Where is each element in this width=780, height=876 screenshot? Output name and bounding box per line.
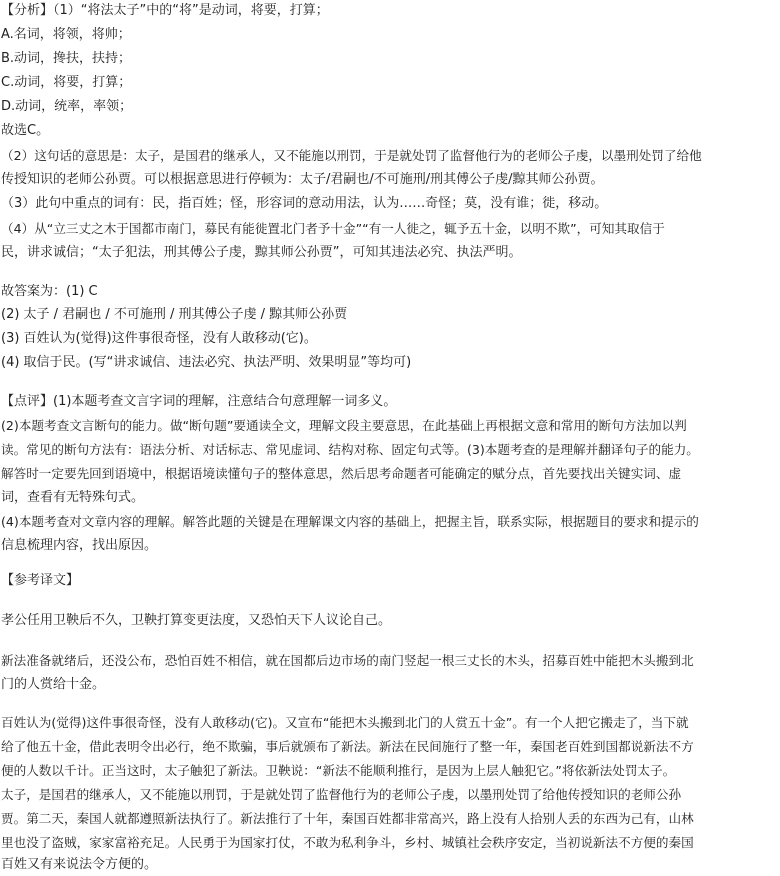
- comment-line: 读。常见的断句方法有：语法分析、对话标志、常见虚词、结构对称、固定句式等。(3)本题考查的是理解并翻译句子的能力。: [1, 442, 699, 457]
- translation-heading: 【参考译文】: [1, 573, 80, 588]
- analysis-line: 【分析】（1）“将法太子”中的“将”是动词，将要，打算；: [1, 3, 329, 18]
- translation-paragraph: 便的人数以千计。正当这时，太子触犯了新法。卫鞅说：“新法不能顺利推行，是因为上层人触犯它。”将依新法处罚太子。: [1, 763, 676, 778]
- translation-paragraph: 给了他五十金，借此表明令出必行，绝不欺骗，事后就颁布了新法。新法在民间施行了整一年，秦国老百姓到国都说新法不方: [1, 739, 694, 754]
- answer-line: (2) 太子 / 君嗣也 / 不可施刑 / 刑其傅公子虔 / 黥其师公孙贾: [1, 307, 348, 322]
- translation-paragraph: 百姓认为(觉得)这件事很奇怪，没有人敢移动(它)。又宣布“能把木头搬到北门的人赏五十金”。有一个人把它搬走了，当下就: [1, 715, 689, 730]
- translation-paragraph: 里也没了盗贼，家家富裕充足。人民勇于为国家打仗，不敢为私利争斗，乡村、城镇社会秩序安定，当初说新法不方便的秦国: [1, 835, 694, 850]
- analysis-option-d: D.动词，统率，率领；: [1, 99, 133, 114]
- translation-paragraph: 孝公任用卫鞅后不久，卫鞅打算变更法度，又恐怕天下人议论自己。: [1, 613, 392, 628]
- comment-line: (2)本题考查文言断句的能力。做“断句题”要通读全文，理解文段主要意思，在此基础上再根据文意和常用的断句方法加以判: [1, 418, 687, 433]
- analysis-choice: 故选C。: [1, 123, 50, 138]
- analysis-line: （2）这句话的意思是：太子，是国君的继承人，又不能施以刑罚，于是就处罚了监督他行为的老师公子虔，以墨刑处罚了给他: [1, 148, 702, 163]
- analysis-line: 传授知识的老师公孙贾。可以根据意思进行停顿为：太子/君嗣也/不可施刑/刑其傅公子虔/黥其师公孙贾。: [1, 172, 604, 187]
- translation-paragraph: 门的人赏给十金。: [1, 677, 106, 692]
- translation-paragraph: 新法准备就绪后，还没公布，恐怕百姓不相信，就在国都后边市场的南门竖起一根三丈长的木头，招募百姓中能把木头搬到北: [1, 653, 694, 668]
- analysis-option-a: A.名词，将领，将帅；: [1, 27, 131, 42]
- analysis-line: （4）从“立三丈之木于国都市南门，募民有能徙置北门者予十金”“有一人徙之，辄予五十金，以明不欺”，可知其取信于: [1, 221, 665, 236]
- analysis-line: 民，讲求诚信；“太子犯法，刑其傅公子虔，黥其师公孙贾”，可知其违法必究、执法严明。: [1, 245, 522, 260]
- translation-paragraph: 百姓又有来说法令方便的。: [1, 857, 158, 872]
- comment-line: 解答时一定要先回到语境中，根据语境读懂句子的整体意思，然后思考命题者可能确定的赋分点，首先要找出关键实词、虚: [1, 466, 682, 481]
- answer-line: (3) 百姓认为(觉得)这件事很奇怪，没有人敢移动(它)。: [1, 331, 317, 346]
- comment-line: (4)本题考查对文章内容的理解。解答此题的关键是在理解课文内容的基础上，把握主旨，联系实际，根据题目的要求和提示的: [1, 514, 699, 529]
- answer-line: 故答案为：(1) C: [1, 284, 98, 299]
- answer-line: (4) 取信于民。(写“讲求诚信、违法必究、执法严明、效果明显”等均可): [1, 355, 412, 370]
- comment-line: 【点评】(1)本题考查文言字词的理解，注意结合句意理解一词多义。: [1, 394, 397, 409]
- comment-line: 词，查看有无特殊句式。: [1, 490, 145, 505]
- comment-line: 信息梳理内容，找出原因。: [1, 538, 158, 553]
- analysis-option-b: B.动词，搀扶，扶持；: [1, 51, 132, 66]
- translation-paragraph: 太子，是国君的继承人，又不能施以刑罚，于是就处罚了监督他行为的老师公子虔，以墨刑处罚了给他传授知识的老师公孙: [1, 787, 682, 802]
- analysis-line: （3）此句中重点的词有：民，指百姓；怪，形容词的意动用法，认为……奇怪；莫，没有谁；徙，移动。: [1, 196, 608, 211]
- analysis-option-c: C.动词，将要，打算；: [1, 75, 132, 90]
- translation-paragraph: 贾。第二天，秦国人就都遵照新法执行了。新法推行了十年，秦国百姓都非常高兴，路上没有人拾别人丢的东西为己有，山林: [1, 811, 694, 826]
